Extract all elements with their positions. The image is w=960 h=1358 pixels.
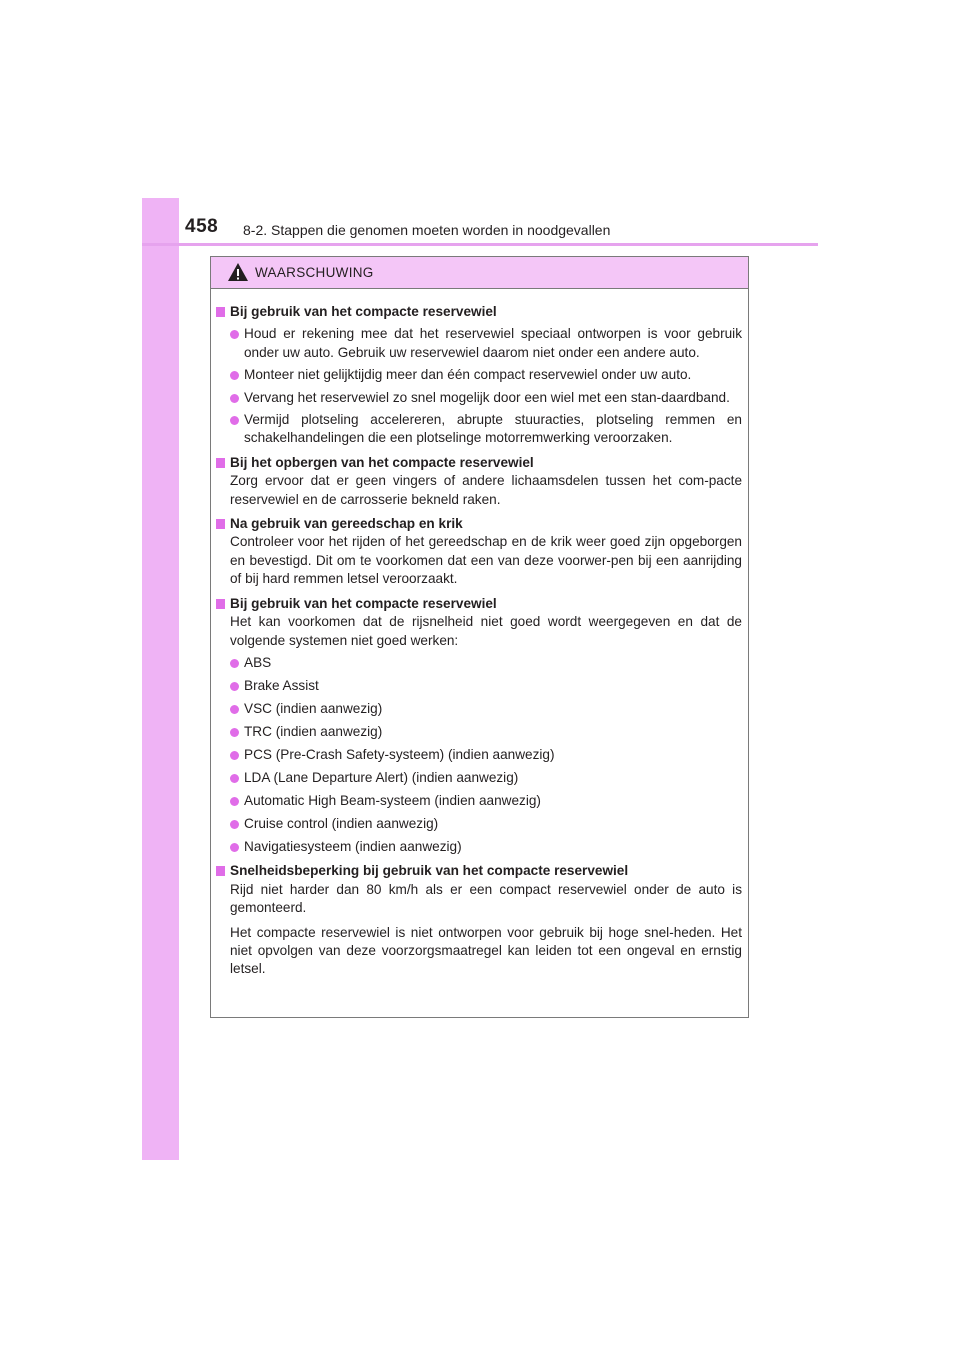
list-item: LDA (Lane Departure Alert) (indien aanwezig) — [216, 769, 742, 787]
section-text: Rijd niet harder dan 80 km/h als er een compact reservewiel onder de auto is gemonteerd. — [230, 881, 742, 916]
warning-box — [210, 256, 749, 1018]
list-item: VSC (indien aanwezig) — [216, 700, 742, 718]
page-number: 458 — [185, 216, 219, 237]
warning-title: WAARSCHUWING — [255, 265, 374, 280]
round-bullet-icon — [230, 820, 239, 829]
square-bullet-icon — [216, 307, 225, 317]
list-item: Brake Assist — [216, 677, 742, 695]
round-bullet-icon — [230, 682, 239, 691]
warning-section — [216, 303, 742, 448]
list-item: ABS — [216, 654, 742, 672]
warning-section — [216, 595, 742, 857]
section-heading: Na gebruik van gereedschap en krik — [216, 515, 742, 533]
section-title: 8-2. Stappen die genomen moeten worden in noodgevallen — [243, 222, 611, 238]
round-bullet-icon — [230, 751, 239, 760]
chapter-side-band — [142, 198, 179, 1160]
list-item: Navigatiesysteem (indien aanwezig) — [216, 838, 742, 856]
round-bullet-icon — [230, 330, 239, 339]
round-bullet-icon — [230, 416, 239, 425]
warning-section — [216, 454, 742, 509]
round-bullet-icon — [230, 797, 239, 806]
warning-section — [216, 862, 742, 978]
list-item: PCS (Pre-Crash Safety-systeem) (indien aanwezig) — [216, 746, 742, 764]
round-bullet-icon — [230, 774, 239, 783]
list-item: Automatic High Beam-systeem (indien aanwezig) — [216, 792, 742, 810]
square-bullet-icon — [216, 866, 225, 876]
list-item: Houd er rekening mee dat het reservewiel speciaal ontworpen is voor gebruik onder uw auto. Gebruik uw reservewiel daarom niet onder een andere auto. — [216, 325, 742, 362]
section-heading: Bij het opbergen van het compacte reservewiel — [216, 454, 742, 472]
page-header — [185, 212, 825, 244]
round-bullet-icon — [230, 705, 239, 714]
warning-body — [211, 289, 748, 979]
square-bullet-icon — [216, 599, 225, 609]
section-text: Zorg ervoor dat er geen vingers of andere lichaamsdelen tussen het com-pacte reservewiel en de carrosserie bekneld raken. — [230, 473, 742, 507]
warning-triangle-icon — [227, 262, 249, 282]
warning-header — [211, 257, 748, 289]
list-item: Vermijd plotseling accelereren, abrupte stuuracties, plotseling remmen en schakelhandelingen die een plotselinge motorremwerking veroorzaken. — [216, 411, 742, 448]
section-text: Controleer voor het rijden of het gereedschap en de krik weer goed zijn opgeborgen en bevestigd. Dit om te voorkomen dat een van deze voorwer-pen bij een aanrijding of bij hard remmen letsel veroorzaakt. — [230, 534, 742, 587]
section-heading: Snelheidsbeperking bij gebruik van het compacte reservewiel — [216, 862, 742, 880]
list-item: Vervang het reservewiel zo snel mogelijk door een wiel met een stan-daardband. — [216, 389, 742, 407]
section-heading: Bij gebruik van het compacte reservewiel — [216, 303, 742, 321]
header-divider — [142, 243, 818, 246]
list-item: Cruise control (indien aanwezig) — [216, 815, 742, 833]
round-bullet-icon — [230, 728, 239, 737]
list-item: Monteer niet gelijktijdig meer dan één compact reservewiel onder uw auto. — [216, 366, 742, 384]
list-item: TRC (indien aanwezig) — [216, 723, 742, 741]
section-heading: Bij gebruik van het compacte reservewiel — [216, 595, 742, 613]
round-bullet-icon — [230, 371, 239, 380]
round-bullet-icon — [230, 659, 239, 668]
round-bullet-icon — [230, 843, 239, 852]
round-bullet-icon — [230, 394, 239, 403]
warning-section — [216, 515, 742, 589]
square-bullet-icon — [216, 519, 225, 529]
square-bullet-icon — [216, 458, 225, 468]
section-text: Het compacte reservewiel is niet ontworpen voor gebruik bij hoge snel-heden. Het niet opvolgen van deze voorzorgsmaatregel kan leiden tot een ongeval en ernstig letsel. — [230, 924, 742, 977]
section-text: Het kan voorkomen dat de rijsnelheid niet goed wordt weergegeven en dat de volgende systemen niet goed werken: — [230, 614, 742, 648]
